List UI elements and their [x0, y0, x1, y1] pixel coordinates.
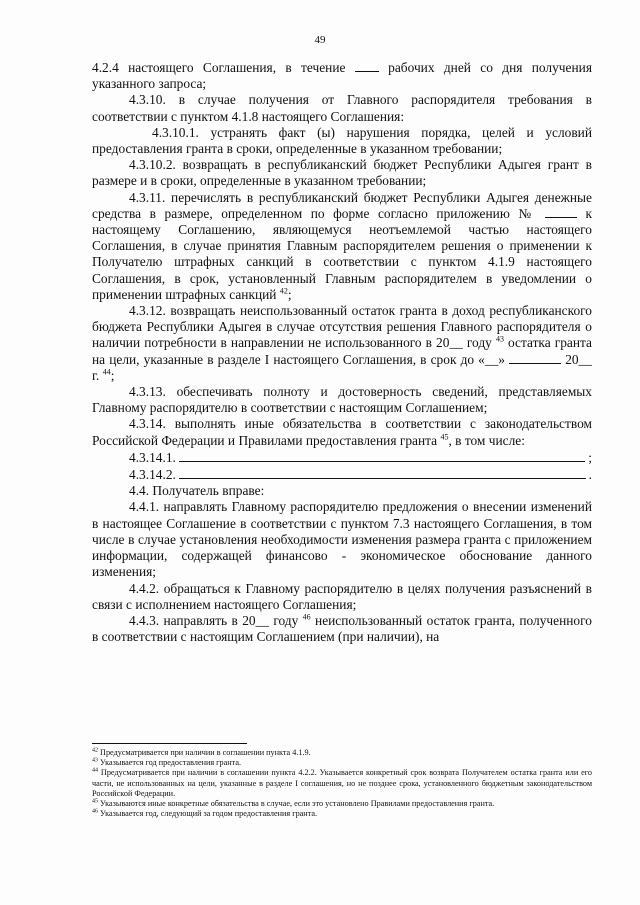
footnote-ref-43[interactable]: 43	[495, 334, 504, 344]
blank-line	[545, 206, 577, 218]
footnote-separator	[92, 743, 247, 744]
item-label: 4.3.14.1.	[129, 449, 176, 465]
paragraph-4-4-1: 4.4.1. направлять Главному распорядителю предложения о внесении изменений в настоящее Соглашение в соответствии с пунктом 7.3 настоящего Соглашения, в том числе в случае установления необходимости изменения размера гранта с приложением информации, содержащей финансово - экономическое обоснование данного изменения;	[92, 499, 592, 580]
paragraph-4-3-14-1	[92, 449, 592, 466]
footnote-42	[92, 748, 592, 758]
paragraph-4-4: 4.4. Получатель вправе:	[129, 483, 265, 499]
blank-line	[509, 352, 561, 364]
paragraph-text: к настоящему Соглашению, являющемуся неотъемлемой частью настоящего Соглашения, в случае принятия Главным распорядителем решения о применении к Получателю штрафных санкций в соответствии с пунктом 4.1.9 настоящего Соглашения, в срок, установленный Главным распорядителем в уведомлении о применении штрафных санкций	[92, 205, 592, 302]
paragraph-text: ;	[287, 286, 292, 302]
footnote-text: Предусматривается при наличии в соглашении пункта 4.1.9.	[100, 748, 311, 757]
paragraph-text: 20__ г.	[92, 351, 592, 383]
paragraph-text: , в том числе:	[448, 432, 525, 448]
footnote-number: 44	[92, 767, 98, 774]
paragraph-text: ;	[110, 367, 115, 383]
paragraph-text: 4.4.3. направлять в 20__ году	[129, 612, 299, 628]
item-end: .	[588, 467, 592, 483]
footnote-number: 42	[92, 747, 98, 754]
paragraph-text: остатка гранта на цели, указанные в разделе I настоящего Соглашения, в срок до «__»	[92, 335, 592, 367]
paragraph-text: рабочих дней со дня получения указанного запроса;	[92, 60, 592, 92]
paragraph-4-3-12	[92, 303, 592, 384]
paragraph-4-3-13: 4.3.13. обеспечивать полноту и достоверность сведений, представляемых Главному распорядителю в соответствии с настоящим Соглашением;	[92, 384, 592, 416]
footnote-43	[92, 758, 592, 768]
footnote-46	[92, 809, 592, 819]
footnote-number: 43	[92, 757, 98, 764]
footnote-ref-45[interactable]: 45	[440, 432, 449, 442]
footnote-text: Указываются иные конкретные обязательства в случае, если это установлено Правилами предоставления гранта.	[100, 799, 495, 809]
footnote-45	[92, 799, 592, 809]
footnote-number: 46	[92, 808, 98, 815]
page-number: 49	[314, 34, 326, 46]
paragraph-4-4-3	[92, 613, 592, 645]
fill-line	[179, 449, 585, 462]
paragraph-4-3-14-2	[92, 466, 592, 483]
footnote-ref-44[interactable]: 44	[102, 367, 111, 377]
document-body	[92, 60, 592, 645]
paragraph-text: 4.3.12. возвращать неиспользованный остаток гранта в доход республиканского бюджета Республики Адыгея в случае отсутствия решения Главного распорядителя о наличии потребности в направлении не использованного в 20__ году	[92, 303, 592, 351]
footnote-text: Указывается год, следующий за годом предоставления гранта.	[100, 809, 318, 819]
paragraph-4-3-10-1: 4.3.10.1. устранять факт (ы) нарушения порядка, целей и условий предоставления гранта в сроки, определенные в указанном требовании;	[92, 124, 592, 157]
paragraph-text: 4.2.4 настоящего Соглашения, в течение	[92, 60, 346, 75]
paragraph-text: 4.3.11. перечислять в республиканский бюджет Республики Адыгея денежные средства в размере, определенном по форме согласно приложению №	[92, 189, 592, 221]
paragraph-4-3-10-2: 4.3.10.2. возвращать в республиканский бюджет Республики Адыгея грант в размере и в сроки, определенные в указанном требовании;	[92, 157, 592, 189]
fill-line	[179, 466, 586, 479]
footnote-number: 45	[92, 798, 98, 805]
paragraph-4-3-14	[92, 416, 592, 448]
paragraph-4-3-10: 4.3.10. в случае получения от Главного распорядителя требования в соответствии с пунктом 4.1.8 настоящего Соглашения:	[92, 92, 592, 124]
paragraph-4-3-11	[92, 190, 592, 303]
item-label: 4.3.14.2.	[129, 467, 176, 483]
blank-line	[355, 60, 379, 72]
paragraph-4-2-4-continued	[92, 60, 592, 92]
footnote-text: Предусматривается при наличии в соглашении пункта 4.2.2. Указывается конкретный срок возврата Получателем остатка гранта или его части, не использованных на цели, указанные в разделе I соглашения, но не позднее срока, установленного бюджетным законодательством Российской Федерации.	[92, 768, 592, 798]
paragraph-text: неиспользованный остаток гранта, полученного в соответствии с настоящим Соглашением (при наличии), на	[92, 612, 592, 645]
paragraph-4-4-2: 4.4.2. обращаться к Главному распорядителю в целях получения разъяснений в связи с исполнением настоящего Соглашения;	[92, 580, 592, 612]
footnote-44	[92, 768, 592, 799]
paragraph-text: 4.3.14. выполнять иные обязательства в соответствии с законодательством Российской Федерации и Правилами предоставления гранта	[92, 416, 592, 448]
item-end: ;	[588, 449, 592, 465]
footnote-ref-46[interactable]: 46	[302, 612, 311, 622]
footnote-ref-42[interactable]: 42	[279, 286, 288, 296]
footnote-text: Указывается год предоставления гранта.	[100, 758, 242, 768]
footnotes	[92, 748, 592, 819]
